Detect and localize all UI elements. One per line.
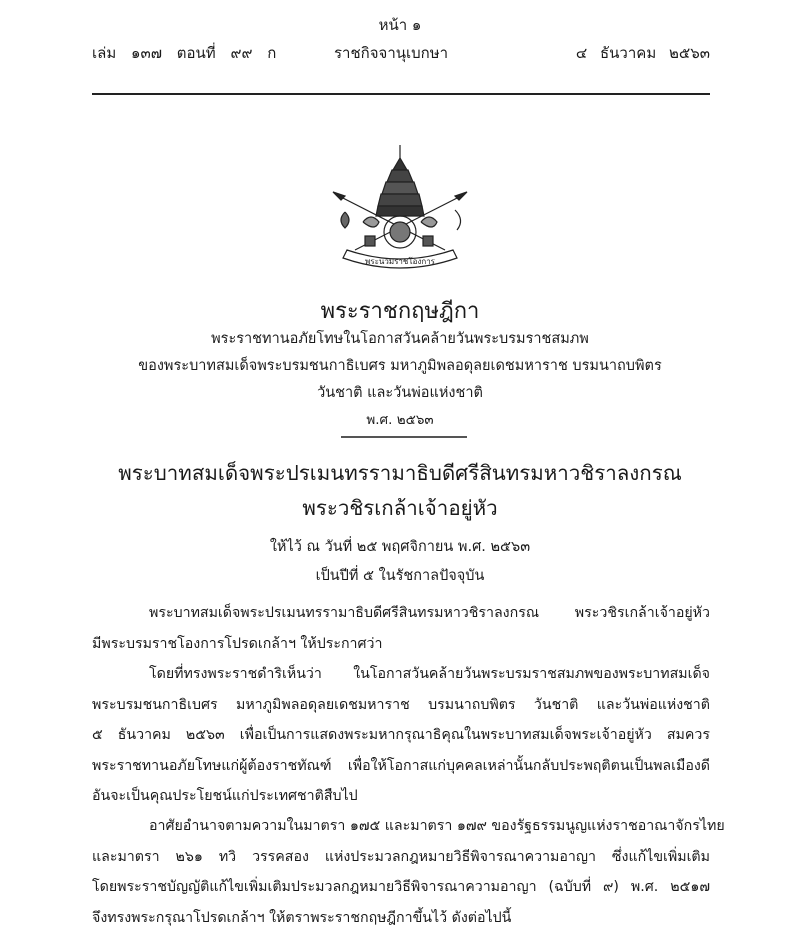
header-divider bbox=[92, 93, 710, 95]
svg-text:พระนวมราชโองการ: พระนวมราชโองการ bbox=[365, 257, 435, 266]
reign-year: เป็นปีที่ ๕ ในรัชกาลปัจจุบัน bbox=[315, 568, 485, 584]
body-paragraph-1 bbox=[92, 598, 710, 659]
paragraph-line: โดยที่ทรงพระราชดำริเห็นว่า ในโอกาสวันคล้ายวันพระบรมราชสมภพของพระบาทสมเด็จ bbox=[149, 666, 710, 682]
given-date: ให้ไว้ ณ วันที่ ๒๕ พฤศจิกายน พ.ศ. ๒๕๖๓ bbox=[269, 539, 531, 555]
paragraph-line: ๕ ธันวาคม ๒๕๖๓ เพื่อเป็นการแสดงพระมหากรุณาธิคุณในพระบาทสมเด็จพระเจ้าอยู่หัว สมควร bbox=[92, 727, 710, 743]
paragraph-line: พระบรมชนกาธิเบศร มหาภูมิพลอดุลยเดชมหาราช บรมนาถบพิตร วันชาติ และวันพ่อแห่งชาติ bbox=[92, 696, 710, 713]
paragraph-line: โดยพระราชบัญญัติแก้ไขเพิ่มเติมประมวลกฎหมายวิธีพิจารณาความอาญา (ฉบับที่ ๙) พ.ศ. ๒๕๑๗ bbox=[92, 879, 710, 895]
volume-issue: เล่ม ๑๓๗ ตอนที่ ๙๙ ก bbox=[92, 44, 277, 62]
royal-emblem-icon bbox=[325, 140, 475, 270]
paragraph-line: พระบาทสมเด็จพระปรเมนทรรามาธิบดีศรีสินทรมหาวชิราลงกรณ พระวชิรเกล้าเจ้าอยู่หัว bbox=[149, 605, 710, 621]
paragraph-line: จึงทรงพระกรุณาโปรดเกล้าฯ ให้ตราพระราชกฤษฎีกาขึ้นไว้ ดังต่อไปนี้ bbox=[92, 909, 512, 926]
paragraph-line: อาศัยอำนาจตามความในมาตรา ๑๗๕ และมาตรา ๑๗๙ ของรัฐธรรมนูญแห่งราชอาณาจักรไทย bbox=[149, 818, 725, 834]
body-paragraph-3 bbox=[92, 811, 725, 933]
document-title: พระราชกฤษฎีกา bbox=[320, 299, 480, 324]
paragraph-line: มีพระบรมราชโองการโปรดเกล้าฯ ให้ประกาศว่า bbox=[92, 635, 383, 652]
body-paragraph-2 bbox=[92, 659, 710, 812]
publication-date: ๔ ธันวาคม ๒๕๖๓ bbox=[575, 44, 710, 62]
subtitle-line-3: วันชาติ และวันพ่อแห่งชาติ bbox=[317, 385, 483, 401]
title-year: พ.ศ. ๒๕๖๓ bbox=[366, 412, 434, 428]
king-name-line-2: พระวชิรเกล้าเจ้าอยู่หัว bbox=[302, 496, 498, 520]
paragraph-line: อันจะเป็นคุณประโยชน์แก่ประเทศชาติสืบไป bbox=[92, 788, 358, 804]
publication-name: ราชกิจจานุเบกษา bbox=[334, 44, 449, 62]
paragraph-line: พระราชทานอภัยโทษแก่ผู้ต้องราชทัณฑ์ เพื่อให้โอกาสแก่บุคคลเหล่านั้นกลับประพฤติตนเป็นพลเมืองดี bbox=[92, 757, 710, 774]
king-name-line-1: พระบาทสมเด็จพระปรเมนทรรามาธิบดีศรีสินทรมหาวชิราลงกรณ bbox=[118, 461, 682, 485]
page-number: หน้า ๑ bbox=[378, 16, 422, 34]
paragraph-line: และมาตรา ๒๖๑ ทวิ วรรคสอง แห่งประมวลกฎหมายวิธีพิจารณาความอาญา ซึ่งแก้ไขเพิ่มเติม bbox=[92, 848, 710, 865]
title-divider bbox=[341, 436, 467, 438]
subtitle-line-2: ของพระบาทสมเด็จพระบรมชนกาธิเบศร มหาภูมิพลอดุลยเดชมหาราช บรมนาถบพิตร bbox=[138, 358, 662, 374]
subtitle-line-1: พระราชทานอภัยโทษในโอกาสวันคล้ายวันพระบรมราชสมภพ bbox=[211, 331, 589, 347]
